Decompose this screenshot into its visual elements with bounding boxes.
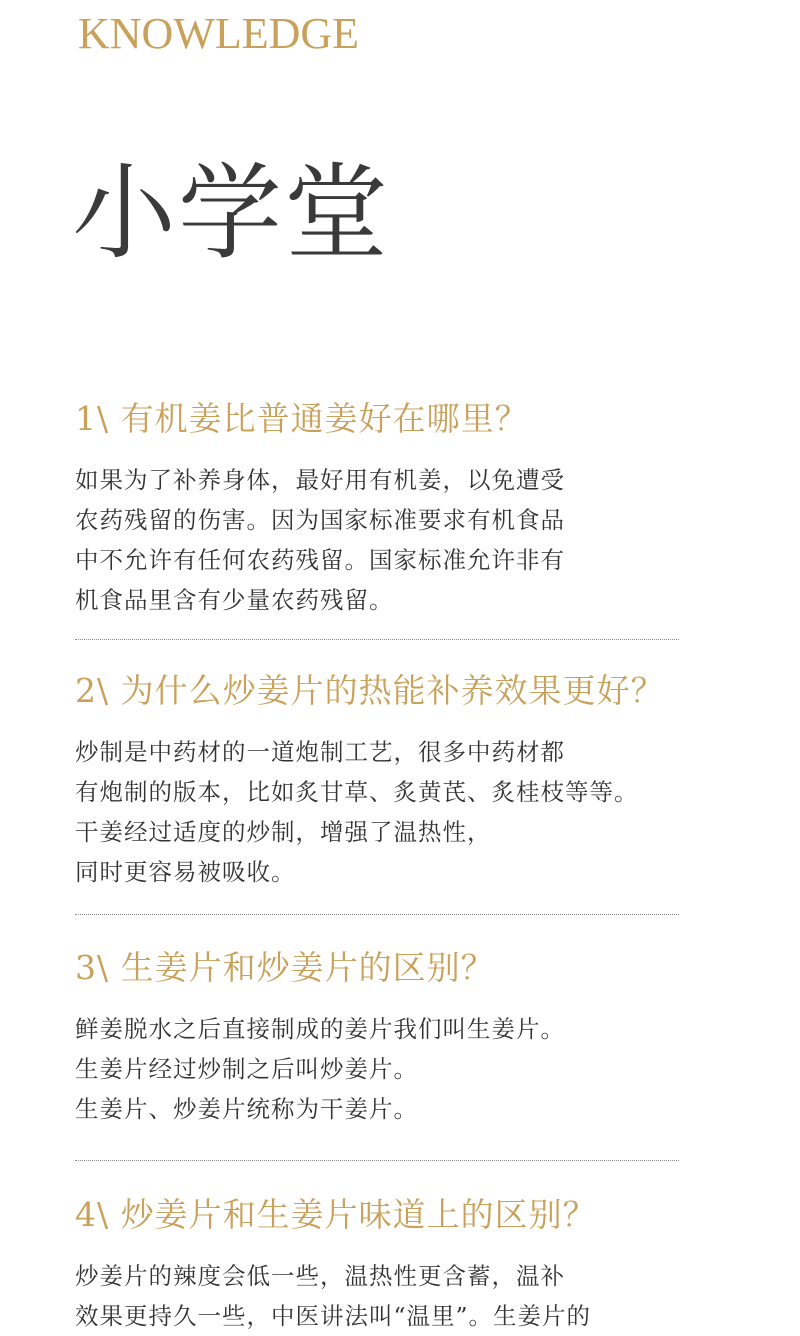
answer-line: 有炮制的版本，比如炙甘草、炙黄芪、炙桂枝等等。 xyxy=(75,778,639,806)
qa-item-4 xyxy=(75,1195,755,1336)
answer-1 xyxy=(75,460,755,620)
question-2: 2\ 为什么炒姜片的热能补养效果更好？ xyxy=(75,671,665,710)
answer-line: 农药残留的伤害。因为国家标准要求有机食品 xyxy=(75,506,565,534)
answer-line: 炒姜片的辣度会低一些，温热性更含蓄，温补 xyxy=(75,1262,565,1290)
dotted-divider xyxy=(75,1160,679,1161)
answer-line: 效果更持久一些，中医讲法叫“温里”。生姜片的 xyxy=(75,1302,592,1330)
dotted-divider xyxy=(75,914,679,915)
answer-line: 生姜片经过炒制之后叫炒姜片。 xyxy=(75,1055,418,1083)
qa-item-3 xyxy=(75,948,755,1129)
answer-line: 生姜片、炒姜片统称为干姜片。 xyxy=(75,1095,418,1123)
dotted-divider xyxy=(75,639,679,640)
qa-item-2 xyxy=(75,671,755,892)
question-1: 1\ 有机姜比普通姜好在哪里？ xyxy=(75,399,529,438)
answer-line: 机食品里含有少量农药残留。 xyxy=(75,586,394,614)
answer-line: 鲜姜脱水之后直接制成的姜片我们叫生姜片。 xyxy=(75,1015,565,1043)
answer-line: 炒制是中药材的一道炮制工艺，很多中药材都 xyxy=(75,738,565,766)
answer-4 xyxy=(75,1256,755,1336)
qa-item-1 xyxy=(75,399,755,620)
answer-line: 干姜经过适度的炒制，增强了温热性， xyxy=(75,818,492,846)
page-title: 小学堂 xyxy=(72,152,391,274)
answer-2 xyxy=(75,732,755,892)
question-4: 4\ 炒姜片和生姜片味道上的区别？ xyxy=(75,1195,597,1234)
answer-line: 如果为了补养身体，最好用有机姜，以免遭受 xyxy=(75,466,565,494)
answer-line: 中不允许有任何农药残留。国家标准允许非有 xyxy=(75,546,565,574)
section-eyebrow: KNOWLEDGE xyxy=(78,9,360,58)
question-3: 3\ 生姜片和炒姜片的区别？ xyxy=(75,948,495,987)
answer-line: 同时更容易被吸收。 xyxy=(75,858,296,886)
answer-3 xyxy=(75,1009,755,1129)
